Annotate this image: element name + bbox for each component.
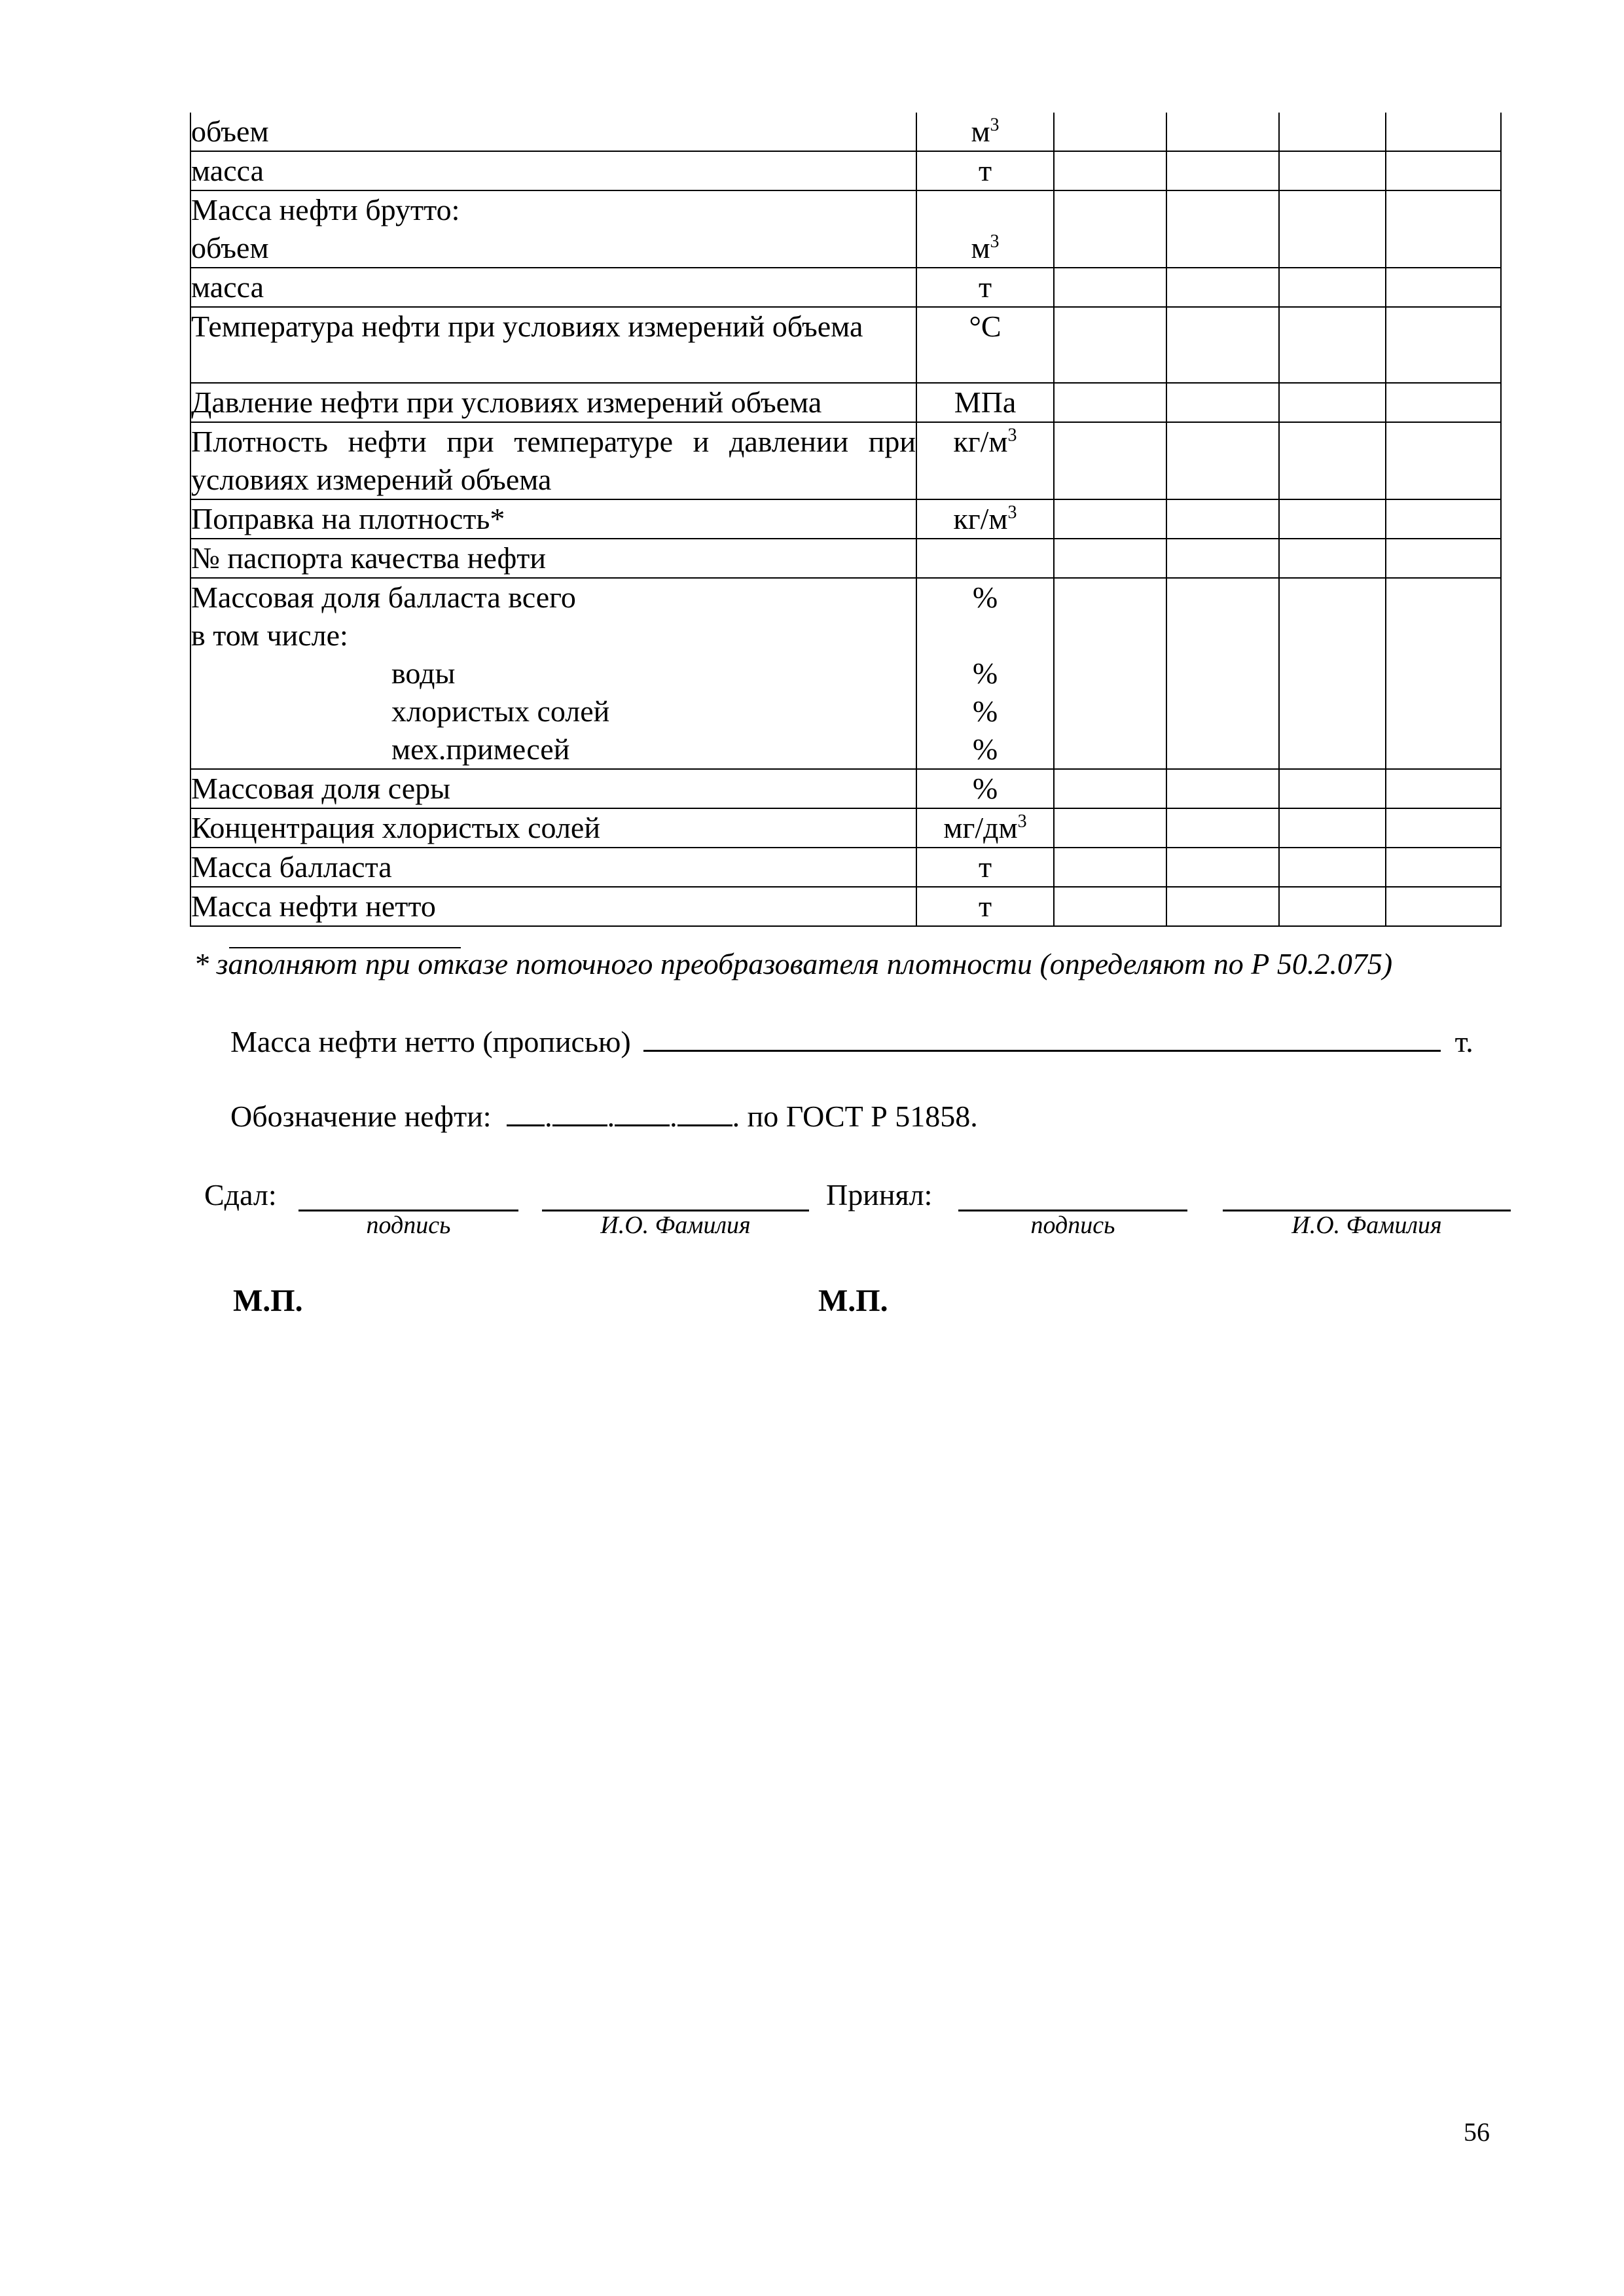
value-cell[interactable] (1166, 113, 1279, 151)
handed-signature-caption: подпись (366, 1211, 451, 1239)
value-cell[interactable] (1279, 151, 1386, 190)
value-cell[interactable] (1279, 539, 1386, 578)
value-cell[interactable] (1279, 383, 1386, 422)
value-cell[interactable] (1386, 151, 1501, 190)
designation-separator: . (545, 1100, 552, 1133)
row-label: Давление нефти при условиях измерений объема (190, 383, 916, 422)
table-row (190, 190, 1501, 268)
value-cell[interactable] (1386, 499, 1501, 539)
stamp-place-left: М.П. (233, 1283, 303, 1318)
value-cell[interactable] (1279, 808, 1386, 848)
value-cell[interactable] (1166, 383, 1279, 422)
value-cell[interactable] (1386, 887, 1501, 926)
value-cell[interactable] (1166, 808, 1279, 848)
table-row (190, 808, 1501, 848)
value-cell[interactable] (1279, 190, 1386, 268)
value-cell[interactable] (1386, 422, 1501, 499)
value-cell[interactable] (1054, 268, 1166, 307)
table-row (190, 848, 1501, 887)
designation-label: Обозначение нефти: (230, 1100, 492, 1133)
row-label: Концентрация хлористых солей (190, 808, 916, 848)
value-cell[interactable] (1386, 190, 1501, 268)
value-cell[interactable] (1166, 887, 1279, 926)
value-cell[interactable] (1054, 539, 1166, 578)
unit-cell: $кг/м^3$ (916, 422, 1054, 499)
value-cell[interactable] (1386, 113, 1501, 151)
value-cell[interactable] (1166, 307, 1279, 383)
value-cell[interactable] (1279, 848, 1386, 887)
row-label: объем (190, 113, 916, 151)
stamp-place-right: М.П. (818, 1283, 888, 1318)
row-label: Температура нефти при условиях измерений объема (190, 307, 916, 383)
value-cell[interactable] (1166, 190, 1279, 268)
accepted-signature-caption: подпись (1030, 1211, 1115, 1239)
value-cell[interactable] (1054, 307, 1166, 383)
row-label: Плотность нефти при температуре и давлении при условиях измерений объема (190, 422, 916, 499)
net-mass-words-field[interactable] (643, 1024, 1441, 1052)
value-cell[interactable] (1166, 422, 1279, 499)
unit-cell: т (916, 151, 1054, 190)
value-cell[interactable] (1386, 848, 1501, 887)
value-cell[interactable] (1054, 383, 1166, 422)
value-cell[interactable] (1054, 887, 1166, 926)
row-label: Масса нефти нетто (190, 887, 916, 926)
value-cell[interactable] (1386, 808, 1501, 848)
value-cell[interactable] (1386, 539, 1501, 578)
value-cell[interactable] (1054, 113, 1166, 151)
designation-separator: . (607, 1100, 615, 1133)
designation-field-2[interactable] (552, 1098, 607, 1126)
table-row (190, 383, 1501, 422)
unit-cell: $м^3$ (916, 190, 1054, 268)
value-cell[interactable] (1166, 769, 1279, 808)
row-label: Поправка на плотность* (190, 499, 916, 539)
value-cell[interactable] (1054, 422, 1166, 499)
row-label: масса (190, 151, 916, 190)
table-row (190, 499, 1501, 539)
table-row (190, 268, 1501, 307)
value-cell[interactable] (1054, 808, 1166, 848)
value-cell[interactable] (1166, 539, 1279, 578)
table-row (190, 113, 1501, 151)
handed-name-caption: И.О. Фамилия (600, 1211, 751, 1239)
value-cell[interactable] (1054, 190, 1166, 268)
row-label-two-line: Масса нефти брутто: объем (190, 190, 916, 268)
unit-cell: т (916, 848, 1054, 887)
unit-cell: МПа (916, 383, 1054, 422)
unit-cell: $кг/м^3$ (916, 499, 1054, 539)
row-label-ballast: Массовая доля балласта всего в том числе: воды хлористых солей мех.примесей (190, 578, 916, 769)
ballast-sub-impurities: мех.примесей (391, 732, 570, 766)
value-cell[interactable] (1054, 499, 1166, 539)
value-cell[interactable] (1054, 578, 1166, 769)
handed-label: Сдал: (204, 1178, 277, 1211)
value-cell[interactable] (1279, 307, 1386, 383)
value-cell[interactable] (1166, 151, 1279, 190)
value-cell[interactable] (1386, 578, 1501, 769)
row-label: № паспорта качества нефти (190, 539, 916, 578)
ballast-sub-water: воды (391, 656, 456, 690)
table-row-ballast (190, 578, 1501, 769)
designation-line (230, 1097, 978, 1136)
table-row (190, 422, 1501, 499)
table-row (190, 539, 1501, 578)
net-mass-unit: т. (1454, 1025, 1473, 1058)
designation-field-4[interactable] (677, 1098, 732, 1126)
value-cell[interactable] (1054, 769, 1166, 808)
value-cell[interactable] (1386, 307, 1501, 383)
value-cell[interactable] (1386, 268, 1501, 307)
value-cell[interactable] (1166, 499, 1279, 539)
table-row (190, 151, 1501, 190)
unit-cell (916, 539, 1054, 578)
value-cell[interactable] (1279, 268, 1386, 307)
unit-cell: °С (916, 307, 1054, 383)
value-cell[interactable] (1054, 151, 1166, 190)
value-cell[interactable] (1386, 383, 1501, 422)
unit-cell: $мг/дм^3$ (916, 808, 1054, 848)
net-mass-line (230, 1022, 1473, 1062)
value-cell[interactable] (1166, 848, 1279, 887)
row-label: Массовая доля серы (190, 769, 916, 808)
value-cell[interactable] (1166, 268, 1279, 307)
table-row (190, 307, 1501, 383)
unit-cell: $м^3$ (916, 113, 1054, 151)
ballast-sub-chlorides: хлористых солей (391, 694, 610, 728)
value-cell[interactable] (1279, 769, 1386, 808)
value-cell[interactable] (1279, 887, 1386, 926)
footnote: * заполняют при отказе поточного преобразователя плотности (определяют по Р 50.2.075) (194, 947, 1393, 980)
unit-cell-ballast: % % % % (916, 578, 1054, 769)
designation-standard: . по ГОСТ Р 51858. (732, 1100, 978, 1133)
table-row (190, 887, 1501, 926)
designation-field-1[interactable] (507, 1098, 545, 1126)
accepted-name-caption: И.О. Фамилия (1291, 1211, 1442, 1239)
net-mass-label: Масса нефти нетто (прописью) (230, 1025, 631, 1058)
value-cell[interactable] (1279, 499, 1386, 539)
value-cell[interactable] (1279, 578, 1386, 769)
table-row (190, 769, 1501, 808)
designation-field-3[interactable] (615, 1098, 670, 1126)
unit-cell: т (916, 887, 1054, 926)
row-label: масса (190, 268, 916, 307)
value-cell[interactable] (1386, 769, 1501, 808)
value-cell[interactable] (1279, 113, 1386, 151)
unit-cell: % (916, 769, 1054, 808)
unit-cell: т (916, 268, 1054, 307)
page-number: 56 (1464, 2117, 1490, 2147)
value-cell[interactable] (1054, 848, 1166, 887)
oil-data-table (190, 113, 1502, 927)
value-cell[interactable] (1279, 422, 1386, 499)
value-cell[interactable] (1166, 578, 1279, 769)
row-label: Масса балласта (190, 848, 916, 887)
designation-separator: . (670, 1100, 677, 1133)
accepted-label: Принял: (826, 1178, 933, 1211)
